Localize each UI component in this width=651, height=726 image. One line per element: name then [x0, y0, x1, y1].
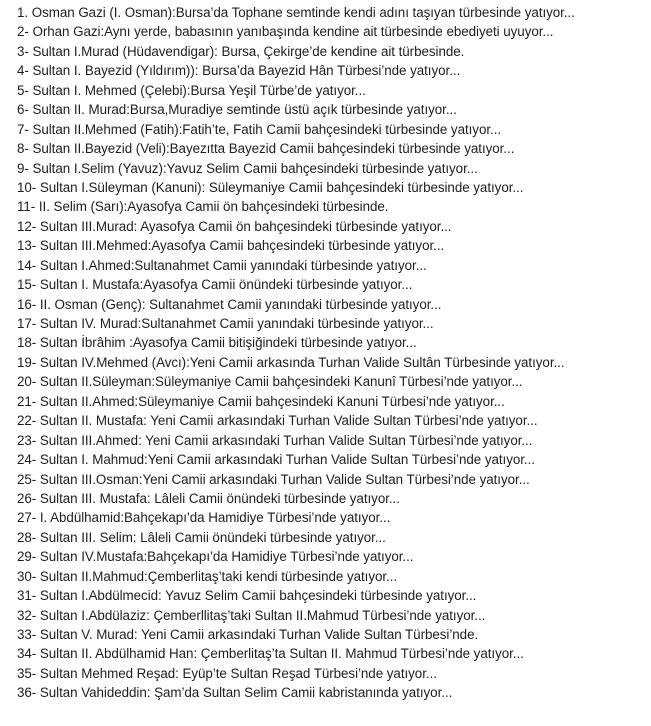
text-line: 5- Sultan I. Mehmed (Çelebi):Bursa Yeşil Türbe’de yatıyor...	[17, 82, 366, 98]
text-line: 14- Sultan I.Ahmed:Sultanahmet Camii yanındaki türbesinde yatıyor...	[17, 257, 427, 273]
text-line: 11- II. Selim (Sarı):Ayasofya Camii ön bahçesindeki türbesinde.	[17, 199, 389, 215]
text-line: 32- Sultan I.Abdülaziz: Çemberllitaş’taki Sultan II.Mahmud Türbesi’nde yatıyor...	[17, 607, 486, 623]
text-line: 1. Osman Gazi (I. Osman):Bursa’da Tophane semtinde kendi adını taşıyan türbesinde yatıyor...	[17, 5, 575, 20]
text-line: 9- Sultan I.Selim (Yavuz):Yavuz Selim Camii bahçesindeki türbesinde yatıyor...	[17, 160, 478, 176]
text-line: 35- Sultan Mehmed Reşad: Eyüp’te Sultan Reşad Türbesi’nde yatıyor...	[17, 665, 437, 681]
text-line: 30- Sultan II.Mahmud:Çemberlitaş’taki kendi türbesinde yatıyor...	[17, 568, 398, 584]
text-line: 17- Sultan IV. Murad:Sultanahmet Camii yanındaki türbesinde yatıyor...	[17, 316, 434, 331]
text-line: 21- Sultan II.Ahmed:Süleymaniye Camii bahçesindeki Kanuni Türbesi’nde yatıyor...	[17, 393, 505, 409]
text-line: 13- Sultan III.Mehmed:Ayasofya Camii bahçesindeki türbesinde yatıyor...	[17, 238, 445, 254]
text-line: 6- Sultan II. Murad:Bursa,Muradiye semtinde üstü açık türbesinde yatıyor...	[17, 102, 457, 118]
text-line: 25- Sultan III.Osman:Yeni Camii arkasındaki Turhan Valide Sultan Türbesi’nde yatıyor...	[17, 471, 530, 487]
text-line: 27- I. Abdülhamid:Bahçekapı’da Hamidiye Türbesi’nde yatıyor...	[17, 510, 391, 526]
text-line: 4- Sultan I. Bayezid (Yıldırım)): Bursa’da Bayezid Hân Türbesi’nde yatıyor...	[17, 63, 461, 79]
text-line: 3- Sultan I.Murad (Hüdavendigar): Bursa, Çekirge’de kendine ait türbesinde.	[17, 43, 465, 59]
text-line: 20- Sultan II.Süleyman:Süleymaniye Camii bahçesindeki Kanunî Türbesi’nde yatıyor...	[17, 374, 523, 390]
text-line: 7- Sultan II.Mehmed (Fatih):Fatih’te, Fatih Camii bahçesindeki türbesinde yatıyor...	[17, 121, 502, 137]
text-line: 31- Sultan I.Abdülmecid: Yavuz Selim Camii bahçesindeki türbesinde yatıyor...	[17, 588, 477, 604]
text-line: 22- Sultan II. Mustafa: Yeni Camii arkasındaki Turhan Valide Sultan Türbesi’nde yatıyor...	[17, 413, 538, 429]
text-line: 36- Sultan Vahideddin: Şam’da Sultan Selim Camii kabristanında yatıyor...	[17, 685, 453, 701]
text-line: 8- Sultan II.Bayezid (Veli):Bayezıtta Bayezid Camii bahçesindeki türbesinde yatıyor...	[17, 141, 515, 157]
text-line: 26- Sultan III. Mustafa: Lâleli Camii önündeki türbesinde yatıyor...	[17, 490, 400, 506]
text-line: 19- Sultan IV.Mehmed (Avcı):Yeni Camii arkasında Turhan Valide Sultân Türbesinde yatıyor...	[17, 354, 565, 370]
text-line: 12- Sultan III.Murad: Ayasofya Camii ön bahçesindeki türbesinde yatıyor...	[17, 218, 452, 234]
text-line: 16- II. Osman (Genç): Sultanahmet Camii yanındaki türbesinde yatıyor...	[17, 296, 442, 312]
post-text	[17, 3, 649, 703]
text-line: 33- Sultan V. Murad: Yeni Camii arkasındaki Turhan Valide Sultan Türbesi’nde.	[17, 627, 479, 642]
text-line: 10- Sultan I.Süleyman (Kanuni): Süleymaniye Camii bahçesindeki türbesinde yatıyor...	[17, 179, 524, 195]
text-line: 29- Sultan IV.Mustafa:Bahçekapı’da Hamidiye Türbesi’nde yatıyor...	[17, 549, 414, 565]
text-line: 28- Sultan III. Selim: Lâleli Camii önündeki türbesinde yatıyor...	[17, 529, 386, 545]
text-line: 15- Sultan I. Mustafa:Ayasofya Camii önündeki türbesinde yatıyor...	[17, 277, 413, 293]
text-line: 23- Sultan III.Ahmed: Yeni Camii arkasındaki Turhan Valide Sultan Türbesi’nde yatıyor...	[17, 432, 533, 448]
text-line: 2- Orhan Gazi:Aynı yerde, babasının yanıbaşında kendine ait türbesinde ebediyeti uyuyor...	[17, 24, 554, 40]
text-line: 24- Sultan I. Mahmud:Yeni Camii arkasındaki Turhan Valide Sultan Türbesi’nde yatıyor...	[17, 452, 535, 468]
text-line: 34- Sultan II. Abdülhamid Han: Çemberlitaş’ta Sultan II. Mahmud Türbesi’nde yatıyor...	[17, 646, 524, 662]
text-line: 18- Sultan İbrâhim :Ayasofya Camii bitişiğindeki türbesinde yatıyor...	[17, 335, 417, 351]
